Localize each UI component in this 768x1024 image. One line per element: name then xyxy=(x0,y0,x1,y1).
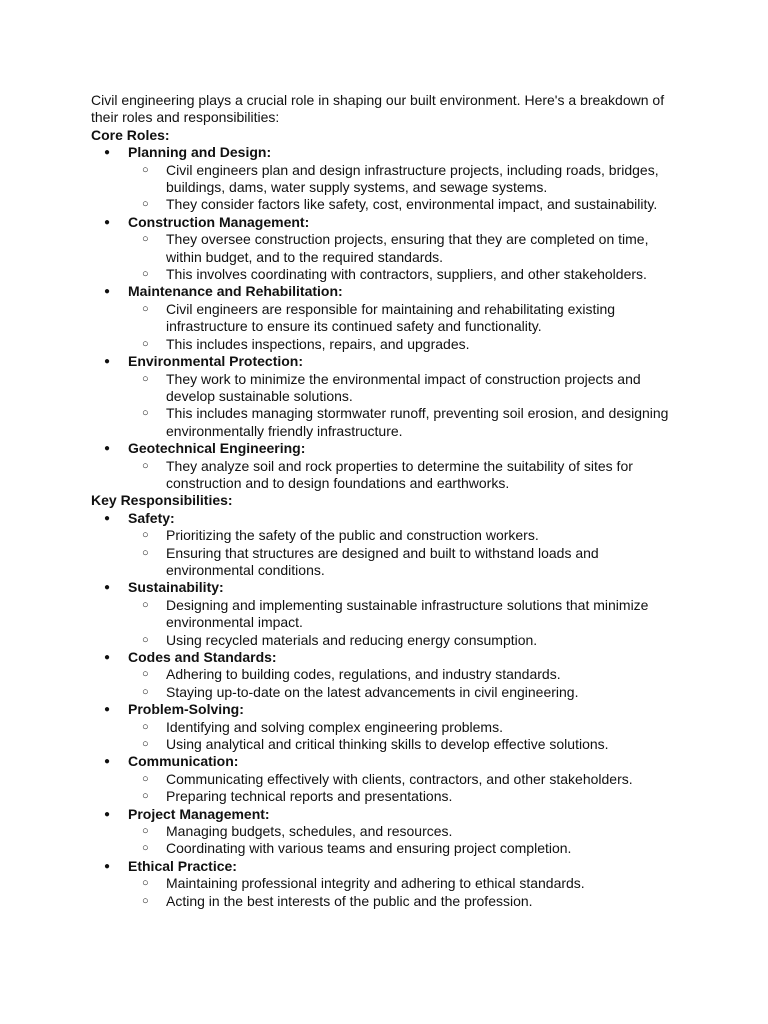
section-title: Core Roles: xyxy=(91,126,170,143)
list-item xyxy=(91,858,681,910)
sub-list-item: ○ Prioritizing the safety of the public and construction workers. xyxy=(128,527,681,544)
item-heading: ● Ethical Practice: xyxy=(128,857,237,874)
list-item xyxy=(91,510,681,580)
list-item xyxy=(91,579,681,649)
item-heading: ● Maintenance and Rehabilitation: xyxy=(128,283,343,300)
sub-list-item: ○ They work to minimize the environmental impact of construction projects and develop sustainable solutions. xyxy=(128,371,681,406)
item-heading: ● Geotechnical Engineering: xyxy=(128,440,306,457)
sub-list-item: ○ Preparing technical reports and presentations. xyxy=(128,788,681,805)
list-item xyxy=(91,753,681,805)
sub-bullet-list xyxy=(128,719,681,754)
sub-list-item: ○ They analyze soil and rock properties to determine the suitability of sites for construction and to design foundations and earthworks. xyxy=(128,458,681,493)
sub-list-item: ○ Civil engineers are responsible for maintaining and rehabilitating existing infrastructure to ensure its continued safety and functionality. xyxy=(128,301,681,336)
sub-list-item: ○ Staying up-to-date on the latest advancements in civil engineering. xyxy=(128,684,681,701)
item-heading: ● Communication: xyxy=(128,753,239,770)
sub-list-item: ○ Designing and implementing sustainable infrastructure solutions that minimize environmental impact. xyxy=(128,597,681,632)
item-heading: ● Construction Management: xyxy=(128,213,310,230)
list-item xyxy=(91,283,681,353)
sub-bullet-list xyxy=(128,301,681,353)
sub-bullet-list xyxy=(128,597,681,649)
list-item xyxy=(91,649,681,701)
sub-bullet-list xyxy=(128,162,681,214)
sub-list-item: ○ This includes inspections, repairs, and upgrades. xyxy=(128,336,681,353)
list-item xyxy=(91,806,681,858)
item-heading: ● Environmental Protection: xyxy=(128,353,304,370)
sub-list-item: ○ Identifying and solving complex engineering problems. xyxy=(128,719,681,736)
sub-list-item: ○ They consider factors like safety, cost, environmental impact, and sustainability. xyxy=(128,196,681,213)
sub-bullet-list xyxy=(128,771,681,806)
sub-bullet-list xyxy=(128,666,681,701)
sub-list-item: ○ Managing budgets, schedules, and resources. xyxy=(128,823,681,840)
sub-list-item: ○ Maintaining professional integrity and adhering to ethical standards. xyxy=(128,875,681,892)
document-body xyxy=(91,92,681,910)
sub-list-item: ○ Ensuring that structures are designed and built to withstand loads and environmental conditions. xyxy=(128,545,681,580)
sub-list-item: ○ Using analytical and critical thinking skills to develop effective solutions. xyxy=(128,736,681,753)
sub-bullet-list xyxy=(128,875,681,910)
sub-list-item: ○ They oversee construction projects, ensuring that they are completed on time, within budget, and to the required standards. xyxy=(128,231,681,266)
sub-list-item: ○ This includes managing stormwater runoff, preventing soil erosion, and designing environmentally friendly infrastructure. xyxy=(128,405,681,440)
sections-container xyxy=(91,127,681,910)
intro-paragraph: Civil engineering plays a crucial role in shaping our built environment. Here's a breakdown of their roles and responsibilities: xyxy=(91,92,665,126)
sub-bullet-list xyxy=(128,371,681,441)
bullet-list xyxy=(91,144,681,492)
sub-list-item: ○ Using recycled materials and reducing energy consumption. xyxy=(128,632,681,649)
sub-bullet-list xyxy=(128,527,681,579)
sub-list-item: ○ Acting in the best interests of the public and the profession. xyxy=(128,893,681,910)
sub-bullet-list xyxy=(128,823,681,858)
item-heading: ● Safety: xyxy=(128,509,175,526)
list-item xyxy=(91,214,681,284)
list-item xyxy=(91,353,681,440)
item-heading: ● Project Management: xyxy=(128,805,270,822)
list-item xyxy=(91,701,681,753)
item-heading: ● Problem-Solving: xyxy=(128,701,244,718)
item-heading: ● Sustainability: xyxy=(128,579,224,596)
sub-bullet-list xyxy=(128,458,681,493)
sub-list-item: ○ Civil engineers plan and design infrastructure projects, including roads, bridges, buildings, dams, water supply systems, and sewage systems. xyxy=(128,162,681,197)
sub-list-item: ○ Communicating effectively with clients, contractors, and other stakeholders. xyxy=(128,771,681,788)
item-heading: ● Codes and Standards: xyxy=(128,649,277,665)
sub-bullet-list xyxy=(128,231,681,283)
section-title: Key Responsibilities: xyxy=(91,492,233,509)
item-heading: ● Planning and Design: xyxy=(128,144,272,161)
sub-list-item: ○ Adhering to building codes, regulations, and industry standards. xyxy=(128,666,681,683)
list-item xyxy=(91,440,681,492)
sub-list-item: ○ This involves coordinating with contractors, suppliers, and other stakeholders. xyxy=(128,266,681,283)
sub-list-item: ○ Coordinating with various teams and ensuring project completion. xyxy=(128,840,681,857)
bullet-list xyxy=(91,510,681,910)
list-item xyxy=(91,144,681,214)
